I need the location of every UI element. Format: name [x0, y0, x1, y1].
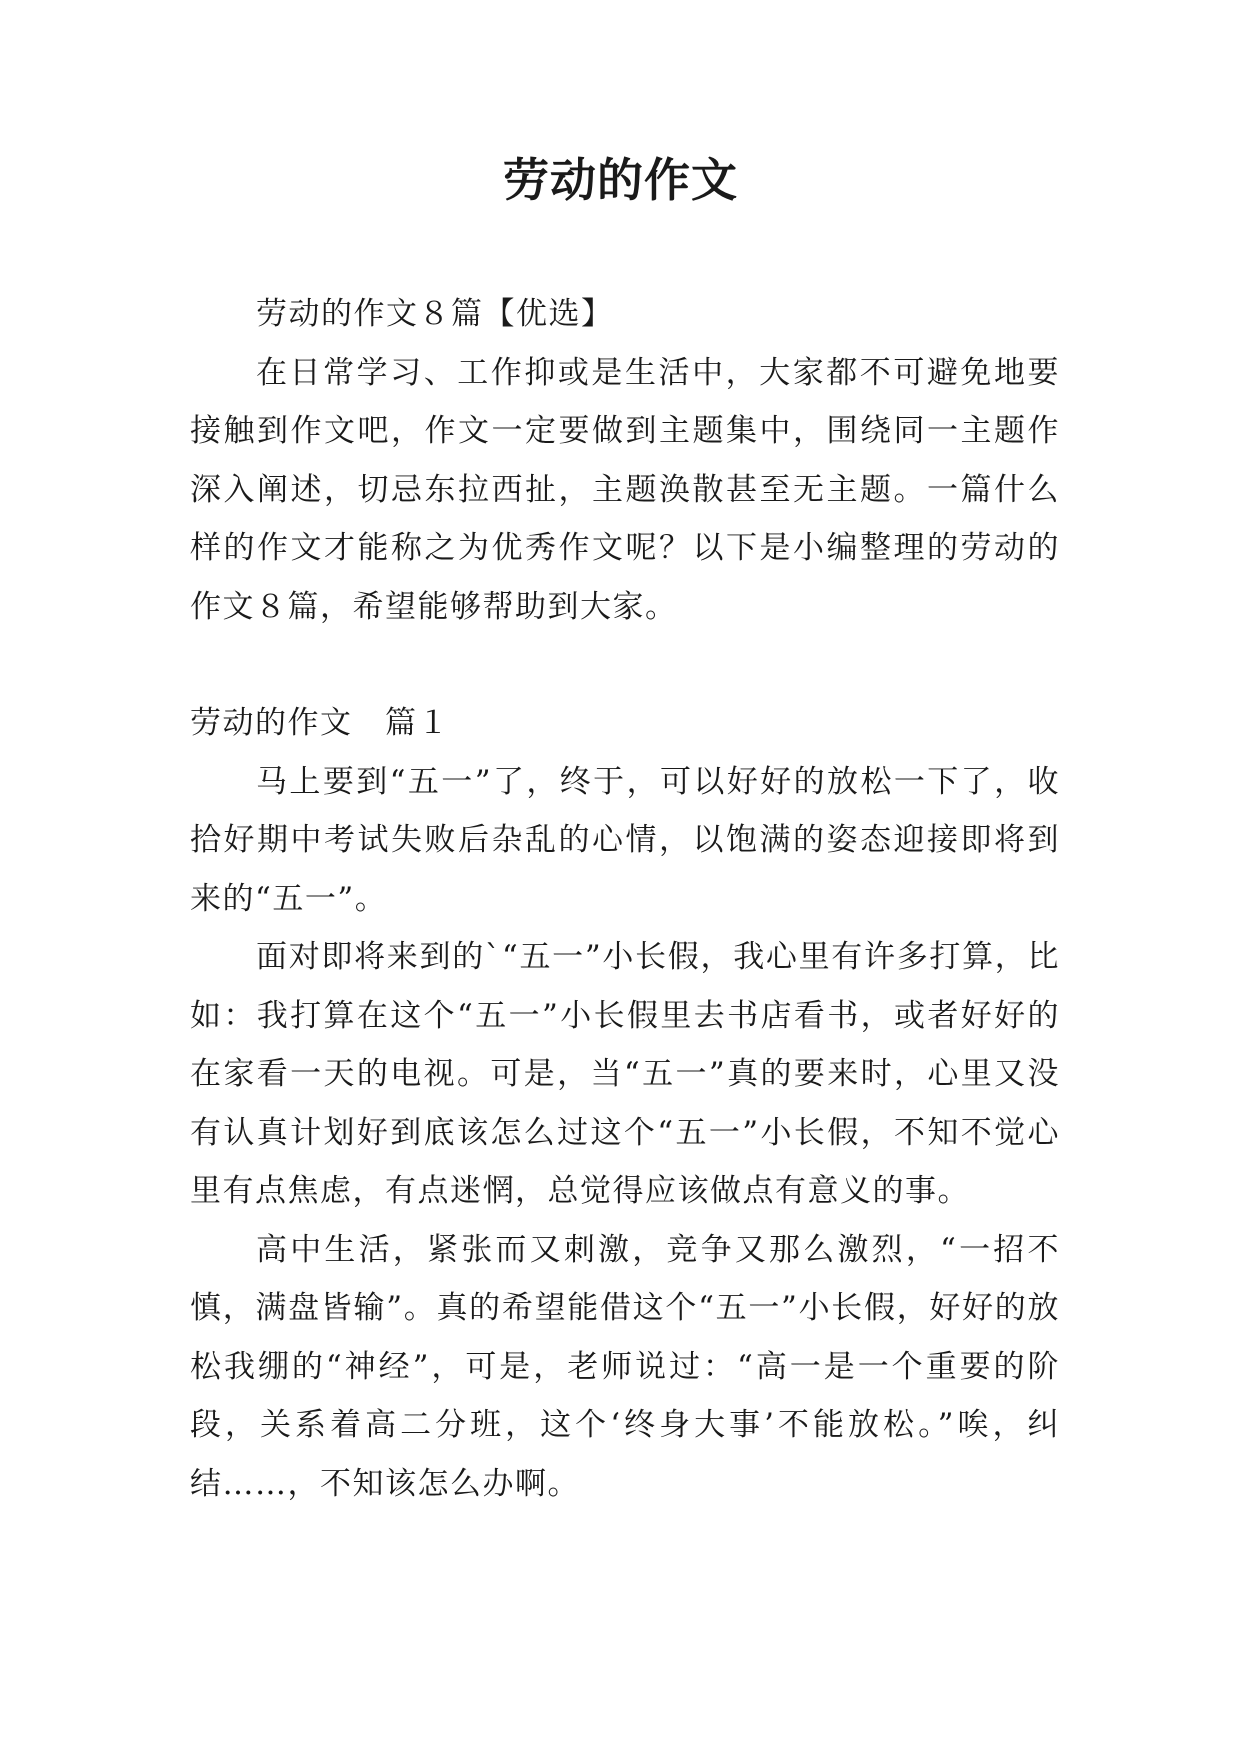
document-body: [190, 285, 1060, 1513]
document-title: 劳动的作文: [503, 153, 738, 207]
section-heading: 劳动的作文 篇１: [190, 705, 450, 741]
section-spacer: [190, 636, 1060, 694]
body-paragraph: 高中生活，紧张而又刺激，竞争又那么激烈，“一招不慎，满盘皆输”。真的希望能借这个“五一”小长假，好好的放松我绷的“神经”，可是，老师说过：“高一是一个重要的阶段，关系着高二分班，这个‘终身大事’不能放松。”唉，纠结……，不知该怎么办啊。: [190, 1231, 1060, 1502]
body-paragraph: 马上要到“五一”了，终于，可以好好的放松一下了，收拾好期中考试失败后杂乱的心情，以饱满的姿态迎接即将到来的“五一”。: [190, 763, 1060, 917]
body-paragraph: 面对即将来到的`“五一”小长假，我心里有许多打算，比如：我打算在这个“五一”小长假里去书店看书，或者好好的在家看一天的电视。可是，当“五一”真的要来时，心里又没有认真计划好到底该怎么过这个“五一”小长假，不知不觉心里有点焦虑，有点迷惘，总觉得应该做点有意义的事。: [190, 939, 1060, 1209]
intro-heading: 劳动的作文８篇【优选】: [256, 296, 614, 332]
intro-paragraph: 在日常学习、工作抑或是生活中，大家都不可避免地要接触到作文吧，作文一定要做到主题集中，围绕同一主题作深入阐述，切忌东拉西扯，主题涣散甚至无主题。一篇什么样的作文才能称之为优秀作文呢？以下是小编整理的劳动的作文８篇，希望能够帮助到大家。: [190, 354, 1060, 625]
